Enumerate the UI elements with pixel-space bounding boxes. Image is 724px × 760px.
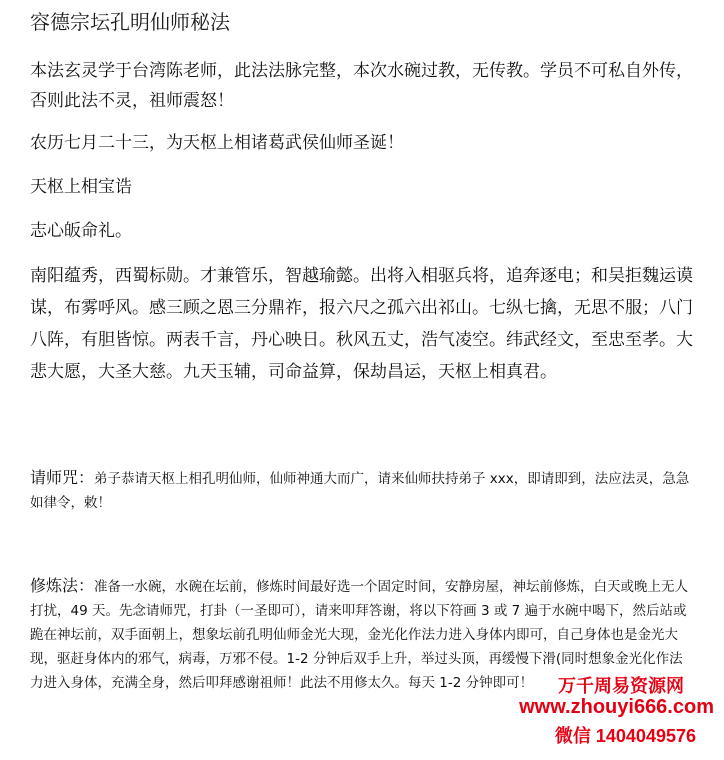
birthday-paragraph: 农历七月二十三，为天枢上相诸葛武侯仙师圣诞！ [30,133,404,153]
watermark-site-name: 万千周易资源网 [558,676,684,696]
document-title: 容德宗坛孔明仙师秘法 [30,10,230,34]
invocation-text: 弟子恭请天枢上相孔明仙师，仙师神通大而广，请来仙师扶持弟子 xxx，即请即到，法应法灵，急急如律令，敕！ [30,471,690,511]
watermark-url: www.zhouyi666.com [519,696,714,718]
scripture-heading: 天枢上相宝诰 [30,177,132,197]
scripture-text: 南阳蕴秀，西蜀标勋。才兼管乐，智越瑜懿。出将入相驱兵将，追奔逐电；和吴拒魏运谟谋，布雾呼风。感三顾之恩三分鼎祚，报六尺之孤六出祁山。七纵七擒，无思不服；八门八阵，有胆皆惊。两表千言，丹心映日。秋风五丈，浩气凌空。纬武经文，至忠至孝。大悲大愿，大圣大慈。九天玉辅，司命益算，保劫昌运，天枢上相真君。 [30,266,693,382]
practice-text: 准备一水碗，水碗在坛前，修炼时间最好选一个固定时间，安静房屋，神坛前修炼，白天或晚上无人打扰，49 天。先念请师咒，打卦（一圣即可），请来叩拜答谢，将以下符画 3 或 7 遍于水碗中喝下，然后站或跪在神坛前，双手面朝上，想象坛前孔明仙师金光大现，金光化作法力进入身体内即可，自己身体也是金光大现，驱赶身体内的邪气，病毒，万邪不侵。1-2 分钟后双手上升，举过头顶，再缓慢下滑(同时想象金光化作法力进入身体，充满全身，然后叩拜感谢祖师！此法不用修太久。每天 1-2 分钟即可！ [30,579,689,691]
practice-label: 修炼法： [30,576,95,595]
salutation-line: 志心皈命礼。 [30,221,132,241]
intro-paragraph: 本法玄灵学于台湾陈老师，此法法脉完整，本次水碗过教，无传教。学员不可私自外传，否则此法不灵，祖师震怒！ [30,61,693,111]
invocation-block [30,466,694,515]
invocation-label: 请师咒： [30,468,95,487]
watermark-wechat: 微信 1404049576 [554,726,696,746]
